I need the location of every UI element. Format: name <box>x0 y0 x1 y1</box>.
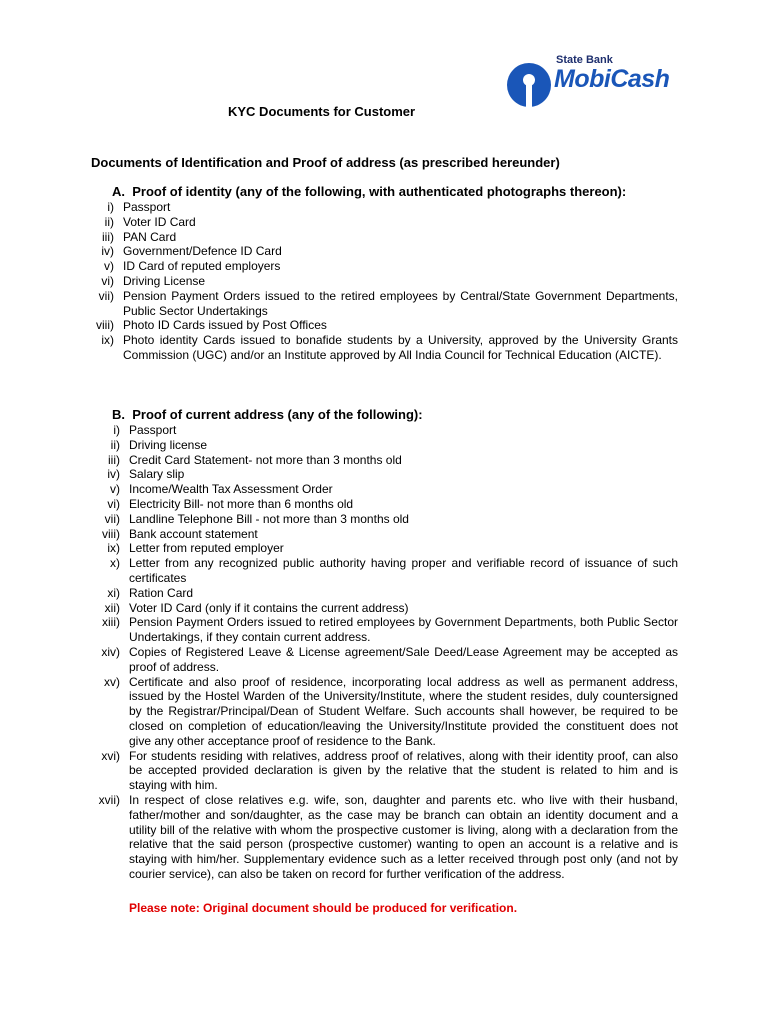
list-item: xiii) Pension Payment Orders issued to retired employees by Government Departments, both Public Sector Undertakings, if they contain current address. <box>102 615 678 645</box>
logo-line2: MobiCash <box>554 65 670 93</box>
list-item: iv) Salary slip <box>107 467 185 482</box>
page-title: KYC Documents for Customer <box>228 104 416 119</box>
list-item: iii) Credit Card Statement- not more than 3 months old <box>108 452 402 467</box>
list-item: xii) Voter ID Card (only if it contains the current address) <box>104 600 409 615</box>
list-item: xv) Certificate and also proof of residence, incorporating local address as well as permanent address, issued by the Hostel Warden of the University/Institute, where the student resides, duly countersigned by the Registrar/Principal/Dean of Student Welfare. Such accounts shall however, be required to be closed on completion of education/leaving the University/Institute provided the constituent does not give any other acceptance proof of residence to the Bank. <box>104 674 678 748</box>
sbi-mobicash-logo <box>504 50 674 120</box>
section-a-title: Proof of identity (any of the following, with authenticated photographs thereon): <box>132 184 627 199</box>
list-item: xvii) In respect of close relatives e.g. wife, son, daughter and parents etc. who live with their husband, father/mother and son/daughter, as the case may be branch can obtain an identity document and a utility bill of the relative with whom the prospective customer is living, along with a declaration from the relative that the said person (prospective customer) wanting to open an account is a relative and is staying with him/her. Supplementary evidence such as a letter received through post only (and not by courier service), can also be taken on record for further verification of the address. <box>98 792 678 881</box>
section-b-label: B. <box>112 407 125 422</box>
section-b-heading <box>112 407 423 422</box>
list-item: x) Letter from any recognized public authority having proper and verifiable record of issuance of such certificates <box>110 556 678 585</box>
list-item: vi) Electricity Bill- not more than 6 months old <box>107 496 354 511</box>
list-item: ix) Letter from reputed employer <box>107 541 284 556</box>
section-b-list <box>82 423 678 882</box>
list-item: ii) Driving license <box>110 437 208 452</box>
list-item: viii) Bank account statement <box>102 526 258 541</box>
list-item: i) Passport <box>107 200 171 214</box>
list-item: xvi) For students residing with relatives, address proof of relatives, along with their identity proof, can also be accepted provided declaration is given by the relative that the student is related to him and is staying with him. <box>101 748 678 793</box>
list-item: vii) Landline Telephone Bill - not more than 3 months old <box>104 511 409 526</box>
list-item: xi) Ration Card <box>107 585 194 600</box>
document-heading: Documents of Identification and Proof of address (as prescribed hereunder) <box>91 155 560 170</box>
section-a-list <box>82 200 678 363</box>
section-b-title: Proof of current address (any of the following): <box>132 407 423 422</box>
list-item: vii) Pension Payment Orders issued to the retired employees by Central/State Government Departments, Public Sector Undertakings <box>98 288 678 318</box>
list-item: v) ID Card of reputed employers <box>104 259 281 274</box>
list-item: vi) Driving License <box>101 273 206 288</box>
list-item: ix) Photo identity Cards issued to bonafide students by a University, approved by the University Grants Commission (UGC) and/or an Institute approved by All India Council for Technical Education (AICTE). <box>101 333 678 362</box>
list-item: xiv) Copies of Registered Leave & License agreement/Sale Deed/Lease Agreement may be accepted as proof of address. <box>101 644 678 674</box>
verification-note: Please note: Original document should be produced for verification. <box>129 901 518 915</box>
list-item: iv) Government/Defence ID Card <box>101 244 282 259</box>
sbi-logo-icon <box>504 54 554 116</box>
list-item: iii) PAN Card <box>102 229 177 244</box>
list-item: i) Passport <box>113 423 177 437</box>
logo-line1: State Bank <box>556 54 613 66</box>
list-item: viii) Photo ID Cards issued by Post Offices <box>96 318 327 333</box>
section-a-label: A. <box>112 184 125 199</box>
section-a-heading <box>112 184 626 199</box>
list-item: v) Income/Wealth Tax Assessment Order <box>110 482 333 497</box>
list-item: ii) Voter ID Card <box>104 214 196 229</box>
